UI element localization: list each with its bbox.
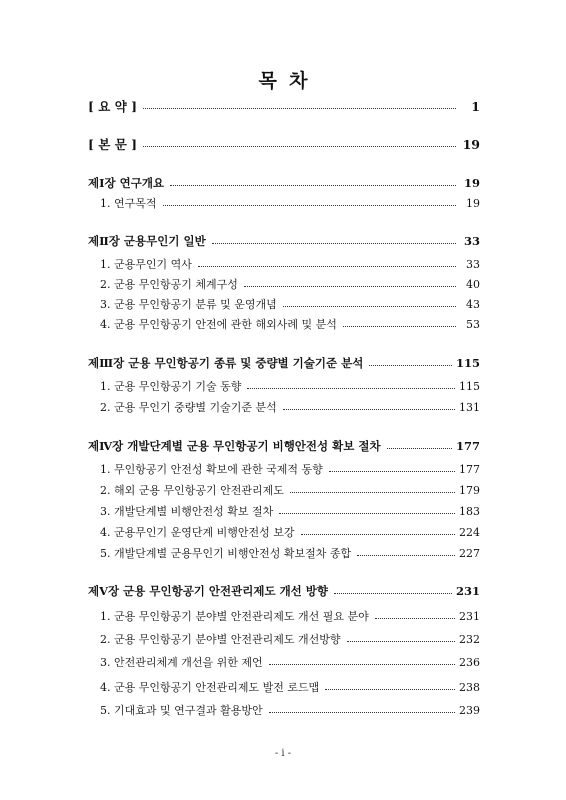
toc-chapter-2[interactable] — [88, 231, 480, 251]
toc-page-number: 43 — [466, 297, 480, 311]
toc-chapter-1[interactable] — [88, 173, 480, 193]
dot-leader — [170, 185, 456, 186]
dot-leader — [290, 492, 455, 493]
toc-item-label: 1. 군용무인기 역사 — [100, 258, 192, 271]
toc-page-number: 183 — [459, 504, 480, 518]
dot-leader — [343, 326, 456, 327]
dot-leader — [269, 664, 455, 665]
toc-item-label: 2. 군용 무인기 중량별 기술기준 분석 — [100, 401, 277, 414]
toc-page-number: 131 — [459, 400, 480, 414]
toc-item[interactable] — [100, 629, 480, 649]
toc-page-number: 227 — [459, 546, 480, 560]
toc-item[interactable] — [100, 314, 480, 334]
dot-leader — [269, 712, 455, 713]
toc-page-number: 115 — [455, 356, 480, 370]
dot-leader — [301, 534, 456, 535]
toc-page-number: 19 — [466, 196, 480, 210]
toc-item-label: 1. 군용 무인항공기 기술 동향 — [100, 380, 242, 393]
dot-leader — [279, 513, 455, 514]
toc-page-number: 1 — [471, 98, 480, 114]
toc-item[interactable] — [100, 254, 480, 274]
toc-item[interactable] — [100, 376, 480, 396]
toc-page-number: 224 — [459, 525, 480, 539]
toc-item[interactable] — [100, 522, 480, 542]
toc-page-number: 239 — [459, 703, 480, 717]
dot-leader — [212, 243, 456, 244]
dot-leader — [387, 448, 452, 449]
dot-leader — [334, 593, 452, 594]
toc-page-number: 53 — [466, 317, 480, 331]
toc-chapter-title: 제Ⅲ장 군용 무인항공기 종류 및 중량별 기술기준 분석 — [88, 356, 364, 370]
toc-chapter-3[interactable] — [88, 353, 480, 373]
toc-page-number: 231 — [455, 584, 480, 598]
dot-leader — [244, 286, 456, 287]
toc-item-label: 1. 무인항공기 안전성 확보에 관한 국제적 동향 — [100, 463, 323, 476]
toc-page-number: 232 — [459, 632, 480, 646]
title-char-2: 차 — [289, 70, 308, 92]
toc-item-label: 1. 군용 무인항공기 분야별 안전관리제도 개선 필요 분야 — [100, 610, 369, 623]
toc-item[interactable] — [100, 274, 480, 294]
toc-item[interactable] — [100, 700, 480, 720]
toc-item-label: 4. 군용무인기 운영단계 비행안전성 보강 — [100, 526, 295, 539]
toc-item[interactable] — [100, 677, 480, 697]
toc-page-number: 177 — [455, 439, 480, 453]
dot-leader — [357, 555, 455, 556]
toc-item-label: 2. 군용 무인항공기 체계구성 — [100, 278, 238, 291]
toc-item[interactable] — [100, 397, 480, 417]
toc-item-label: 5. 개발단계별 군용무인기 비행안전성 확보절차 종합 — [100, 547, 352, 560]
toc-item[interactable] — [100, 606, 480, 626]
toc-item[interactable] — [100, 480, 480, 500]
toc-item-label: 2. 군용 무인항공기 분야별 안전관리제도 개선방향 — [100, 633, 341, 646]
toc-item[interactable] — [100, 652, 480, 672]
toc-item[interactable] — [100, 459, 480, 479]
toc-item[interactable] — [100, 543, 480, 563]
toc-chapter-title: 제Ⅳ장 개발단계별 군용 무인항공기 비행안전성 확보 절차 — [88, 439, 381, 453]
toc-chapter-title: 제Ⅱ장 군용무인기 일반 — [88, 234, 206, 248]
toc-item-label: 4. 군용 무인항공기 안전관리제도 발전 로드맵 — [100, 681, 320, 694]
dot-leader — [329, 471, 455, 472]
toc-chapter-title: 제Ⅰ장 연구개요 — [88, 176, 165, 190]
toc-page-number: 19 — [462, 136, 480, 152]
toc-chapter-4[interactable] — [88, 436, 480, 456]
toc-chapter-5[interactable] — [88, 581, 480, 601]
toc-item[interactable] — [100, 501, 480, 521]
toc-page-number: 40 — [466, 277, 480, 291]
toc-page-number: 115 — [459, 379, 480, 393]
toc-page-number: 177 — [459, 462, 480, 476]
toc-item-label: 2. 해외 군용 무인항공기 안전관리제도 — [100, 484, 284, 497]
toc-section-summary[interactable] — [88, 96, 480, 116]
toc-page-number: 33 — [463, 234, 480, 248]
page-title — [0, 66, 566, 93]
toc-item-label: 3. 안전관리체계 개선을 위한 제언 — [100, 656, 263, 669]
dot-leader — [143, 108, 456, 109]
toc-item[interactable] — [100, 193, 480, 213]
dot-leader — [369, 365, 452, 366]
toc-chapter-title: 제Ⅴ장 군용 무인항공기 안전관리제도 개선 방향 — [88, 584, 329, 598]
toc-item[interactable] — [100, 294, 480, 314]
dot-leader — [143, 146, 456, 147]
toc-item-label: 3. 개발단계별 비행안전성 확보 절차 — [100, 505, 274, 518]
toc-label: [ 요 약 ] — [88, 99, 138, 114]
dot-leader — [283, 306, 456, 307]
dot-leader — [375, 618, 455, 619]
dot-leader — [347, 641, 456, 642]
toc-item-label: 1. 연구목적 — [100, 197, 157, 210]
toc-item-label: 4. 군용 무인항공기 안전에 관한 해외사례 및 분석 — [100, 318, 337, 331]
toc-page-number: 231 — [459, 609, 480, 623]
dot-leader — [325, 689, 455, 690]
toc-item-label: 3. 군용 무인항공기 분류 및 운영개념 — [100, 298, 277, 311]
toc-page-number: 238 — [459, 680, 480, 694]
toc-item-label: 5. 기대효과 및 연구결과 활용방안 — [100, 704, 263, 717]
toc-label: [ 본 문 ] — [88, 137, 138, 152]
toc-page-number: 236 — [459, 655, 480, 669]
toc-page-number: 179 — [459, 483, 480, 497]
toc-page-number: 19 — [463, 176, 480, 190]
dot-leader — [163, 205, 457, 206]
toc-section-body[interactable] — [88, 134, 480, 154]
dot-leader — [198, 266, 456, 267]
toc-page-number: 33 — [466, 257, 480, 271]
dot-leader — [283, 409, 455, 410]
dot-leader — [247, 388, 455, 389]
page-number-footer: - i - — [274, 748, 292, 759]
title-char-1: 목 — [258, 70, 277, 92]
